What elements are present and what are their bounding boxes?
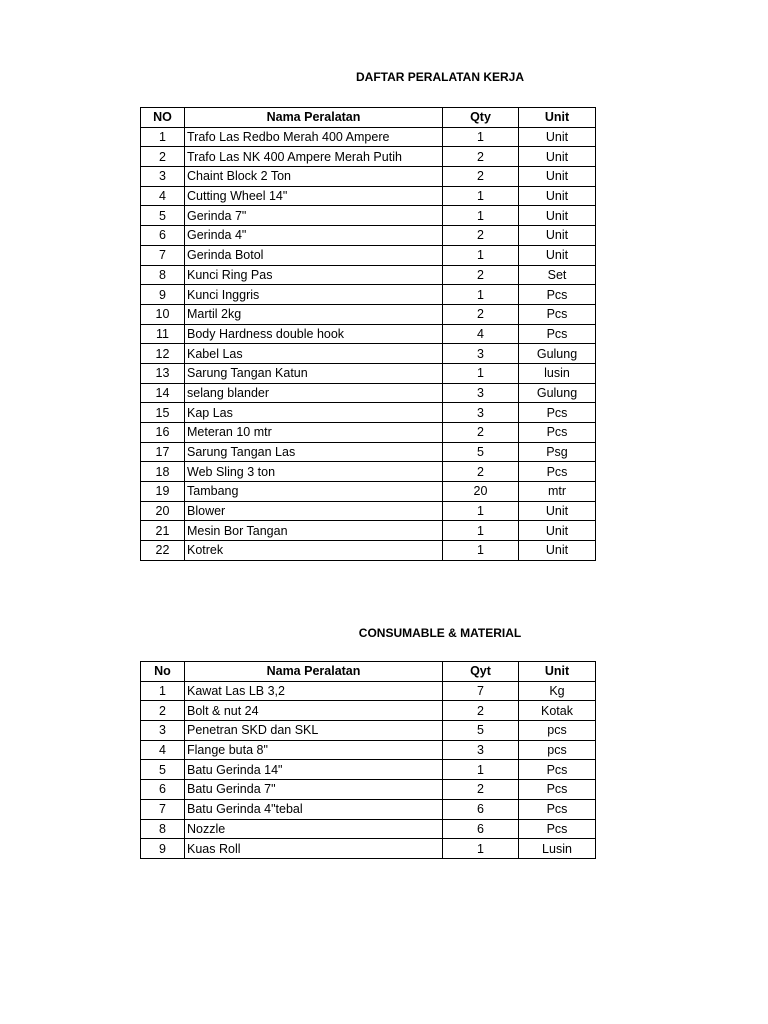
cell-qty: 1 [443,839,519,859]
cell-no: 1 [141,127,185,147]
cell-name: Sarung Tangan Las [185,442,443,462]
cell-qty: 1 [443,501,519,521]
cell-no: 6 [141,226,185,246]
cell-qty: 1 [443,760,519,780]
cell-name: Batu Gerinda 4"tebal [185,799,443,819]
cell-no: 16 [141,423,185,443]
table-row [141,324,596,344]
cell-unit: Unit [519,206,596,226]
cell-unit: Kg [519,681,596,701]
cell-no: 10 [141,304,185,324]
cell-no: 8 [141,819,185,839]
table-row [141,423,596,443]
table-row [141,403,596,423]
header-qty: Qyt [443,662,519,682]
cell-qty: 1 [443,521,519,541]
table-row [141,681,596,701]
cell-qty: 3 [443,344,519,364]
cell-no: 11 [141,324,185,344]
cell-unit: Set [519,265,596,285]
cell-name: Batu Gerinda 7" [185,780,443,800]
cell-qty: 20 [443,482,519,502]
table-row [141,819,596,839]
consumable-title: CONSUMABLE & MATERIAL [358,626,522,640]
header-name: Nama Peralatan [185,108,443,128]
cell-name: Body Hardness double hook [185,324,443,344]
cell-name: Flange buta 8" [185,740,443,760]
cell-qty: 5 [443,721,519,741]
table-row [141,780,596,800]
equipment-list-title: DAFTAR PERALATAN KERJA [356,70,524,84]
cell-unit: Psg [519,442,596,462]
cell-name: Kuas Roll [185,839,443,859]
table-row [141,740,596,760]
table-row [141,265,596,285]
cell-name: Batu Gerinda 14" [185,760,443,780]
cell-no: 9 [141,285,185,305]
table-row [141,799,596,819]
table-row [141,206,596,226]
cell-qty: 1 [443,285,519,305]
cell-unit: Unit [519,186,596,206]
cell-qty: 1 [443,245,519,265]
cell-unit: Kotak [519,701,596,721]
cell-unit: lusin [519,363,596,383]
cell-qty: 2 [443,423,519,443]
table-row [141,344,596,364]
header-name: Nama Peralatan [185,662,443,682]
cell-qty: 2 [443,265,519,285]
cell-name: Kap Las [185,403,443,423]
cell-unit: pcs [519,721,596,741]
table-row [141,721,596,741]
cell-unit: Pcs [519,819,596,839]
cell-unit: Unit [519,226,596,246]
cell-qty: 3 [443,403,519,423]
cell-unit: Unit [519,167,596,187]
cell-unit: Gulung [519,344,596,364]
table-row [141,501,596,521]
cell-unit: Pcs [519,780,596,800]
cell-name: Penetran SKD dan SKL [185,721,443,741]
cell-no: 13 [141,363,185,383]
cell-no: 17 [141,442,185,462]
cell-name: Bolt & nut 24 [185,701,443,721]
cell-no: 5 [141,760,185,780]
cell-qty: 4 [443,324,519,344]
header-no: NO [141,108,185,128]
table-row [141,462,596,482]
cell-qty: 2 [443,147,519,167]
table-row [141,167,596,187]
header-qty: Qty [443,108,519,128]
cell-unit: Pcs [519,462,596,482]
table-header-row [141,662,596,682]
cell-unit: Pcs [519,285,596,305]
cell-no: 14 [141,383,185,403]
cell-no: 6 [141,780,185,800]
table-header-row [141,108,596,128]
cell-unit: Unit [519,501,596,521]
cell-name: Cutting Wheel 14" [185,186,443,206]
cell-unit: Unit [519,127,596,147]
cell-name: Kotrek [185,541,443,561]
cell-unit: Lusin [519,839,596,859]
cell-unit: Pcs [519,799,596,819]
table-row [141,226,596,246]
cell-no: 1 [141,681,185,701]
cell-qty: 1 [443,127,519,147]
cell-no: 15 [141,403,185,423]
cell-name: selang blander [185,383,443,403]
cell-no: 8 [141,265,185,285]
table-row [141,186,596,206]
cell-name: Kunci Ring Pas [185,265,443,285]
cell-qty: 2 [443,304,519,324]
cell-name: Gerinda 7" [185,206,443,226]
header-unit: Unit [519,662,596,682]
cell-qty: 2 [443,167,519,187]
cell-no: 3 [141,167,185,187]
cell-name: Kawat Las LB 3,2 [185,681,443,701]
cell-name: Tambang [185,482,443,502]
cell-qty: 1 [443,186,519,206]
cell-name: Mesin Bor Tangan [185,521,443,541]
cell-no: 21 [141,521,185,541]
cell-unit: Pcs [519,324,596,344]
cell-qty: 1 [443,541,519,561]
cell-name: Web Sling 3 ton [185,462,443,482]
cell-qty: 1 [443,363,519,383]
cell-no: 2 [141,147,185,167]
cell-name: Sarung Tangan Katun [185,363,443,383]
cell-unit: Unit [519,147,596,167]
cell-no: 7 [141,245,185,265]
table-row [141,285,596,305]
cell-no: 4 [141,186,185,206]
table-row [141,701,596,721]
cell-unit: Pcs [519,403,596,423]
cell-no: 22 [141,541,185,561]
table-row [141,760,596,780]
cell-qty: 2 [443,462,519,482]
header-unit: Unit [519,108,596,128]
cell-name: Trafo Las Redbo Merah 400 Ampere [185,127,443,147]
cell-name: Gerinda Botol [185,245,443,265]
cell-no: 20 [141,501,185,521]
cell-no: 3 [141,721,185,741]
table-row [141,521,596,541]
cell-qty: 5 [443,442,519,462]
cell-name: Martil 2kg [185,304,443,324]
header-no: No [141,662,185,682]
table-row [141,147,596,167]
cell-no: 7 [141,799,185,819]
cell-qty: 2 [443,780,519,800]
cell-name: Gerinda 4" [185,226,443,246]
cell-unit: mtr [519,482,596,502]
cell-qty: 6 [443,799,519,819]
cell-name: Chaint Block 2 Ton [185,167,443,187]
cell-no: 12 [141,344,185,364]
cell-unit: Unit [519,245,596,265]
cell-qty: 6 [443,819,519,839]
cell-name: Trafo Las NK 400 Ampere Merah Putih [185,147,443,167]
cell-qty: 2 [443,226,519,246]
cell-qty: 3 [443,740,519,760]
table-row [141,127,596,147]
cell-unit: pcs [519,740,596,760]
table-row [141,245,596,265]
cell-no: 4 [141,740,185,760]
cell-unit: Gulung [519,383,596,403]
cell-qty: 2 [443,701,519,721]
table-row [141,383,596,403]
cell-unit: Pcs [519,760,596,780]
cell-unit: Unit [519,521,596,541]
cell-name: Meteran 10 mtr [185,423,443,443]
table-row [141,363,596,383]
cell-name: Nozzle [185,819,443,839]
table-row [141,839,596,859]
consumable-table [140,661,596,859]
cell-unit: Unit [519,541,596,561]
cell-unit: Pcs [519,304,596,324]
cell-qty: 7 [443,681,519,701]
cell-name: Blower [185,501,443,521]
equipment-table [140,107,596,561]
table-row [141,482,596,502]
cell-no: 2 [141,701,185,721]
table-row [141,304,596,324]
table-row [141,541,596,561]
table-row [141,442,596,462]
cell-qty: 1 [443,206,519,226]
cell-name: Kunci Inggris [185,285,443,305]
cell-name: Kabel Las [185,344,443,364]
cell-no: 5 [141,206,185,226]
cell-qty: 3 [443,383,519,403]
cell-no: 18 [141,462,185,482]
cell-unit: Pcs [519,423,596,443]
cell-no: 9 [141,839,185,859]
cell-no: 19 [141,482,185,502]
